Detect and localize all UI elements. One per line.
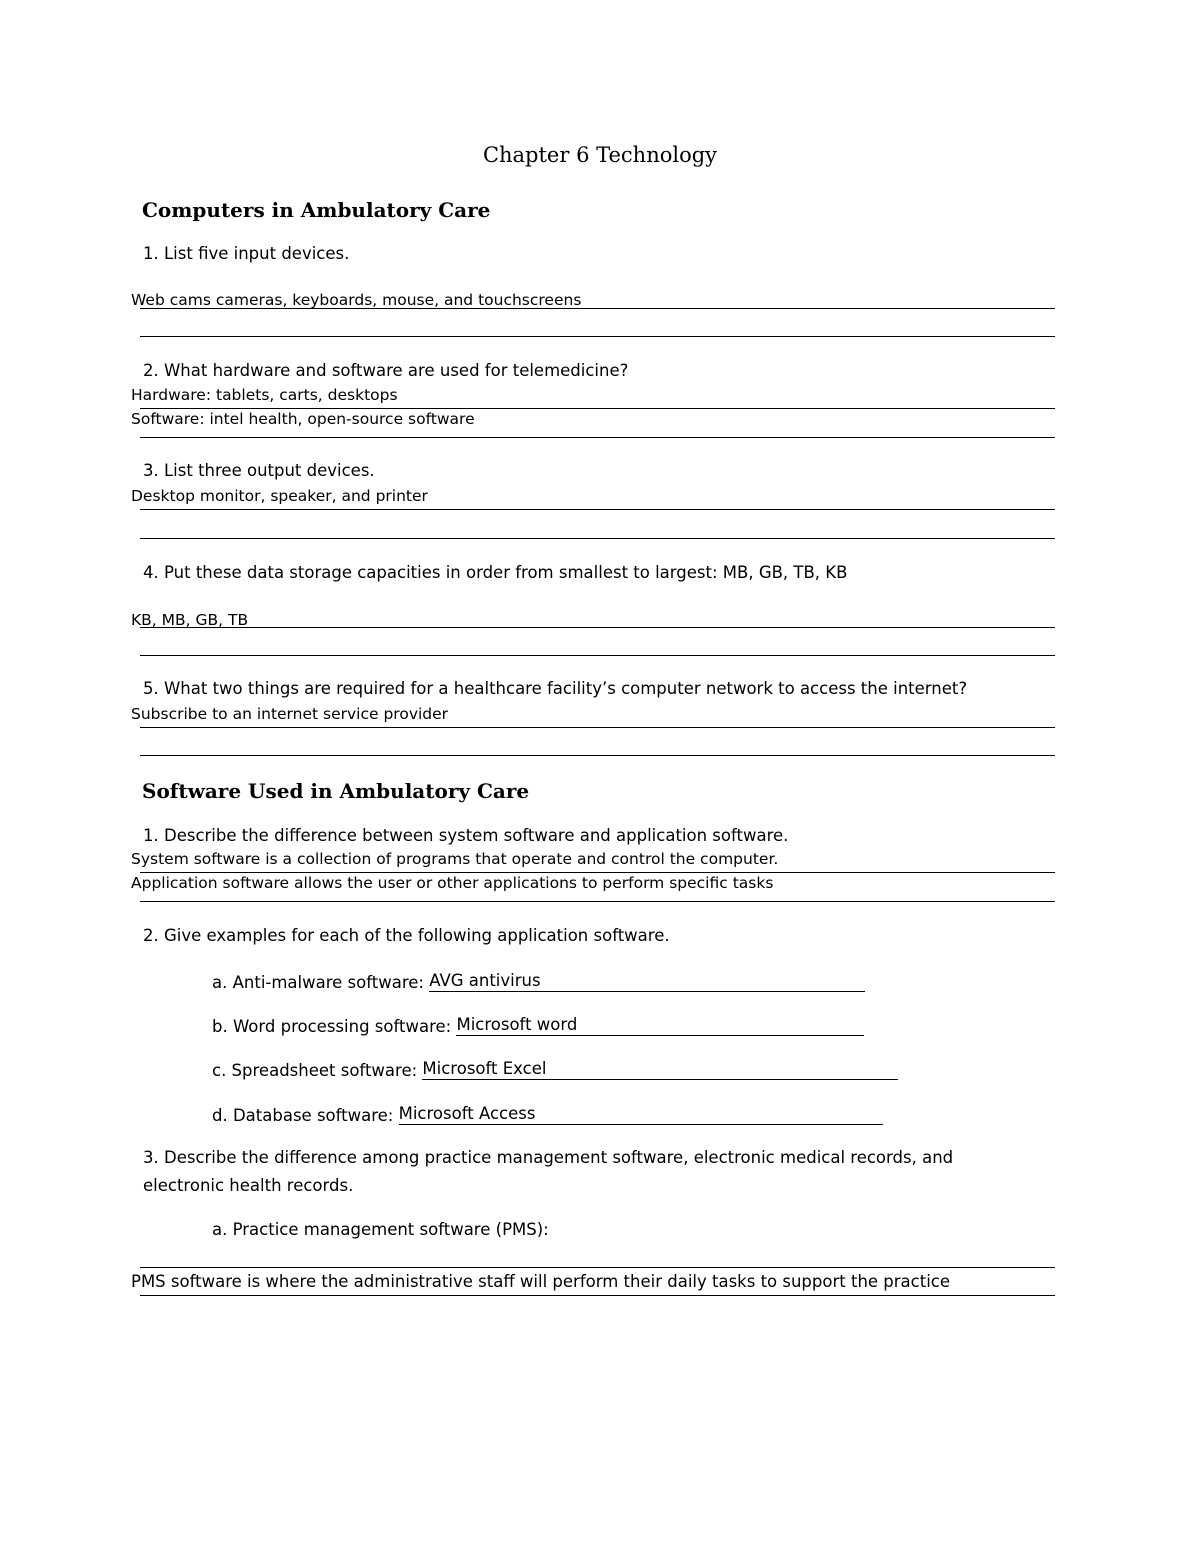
answer-line <box>140 872 1055 873</box>
section-heading-computers: Computers in Ambulatory Care <box>142 198 491 222</box>
example-database <box>212 1104 883 1125</box>
example-anti-malware <box>212 971 865 992</box>
answer-line <box>140 1295 1055 1296</box>
sub-question-pms: a. Practice management software (PMS): <box>212 1220 549 1239</box>
answer-telemedicine-hardware: Hardware: tablets, carts, desktops <box>131 386 398 404</box>
example-spreadsheet <box>212 1059 898 1080</box>
question-input-devices: 1. List five input devices. <box>143 244 350 263</box>
answer-line <box>140 727 1055 728</box>
example-answer: AVG antivirus <box>429 971 865 992</box>
answer-line <box>140 655 1055 656</box>
answer-input-devices: Web cams cameras, keyboards, mouse, and touchscreens <box>131 291 582 309</box>
example-answer: Microsoft Excel <box>422 1059 898 1080</box>
section-heading-software: Software Used in Ambulatory Care <box>142 779 530 803</box>
example-answer: Microsoft Access <box>399 1104 883 1125</box>
question-system-vs-application: 1. Describe the difference between system software and application software. <box>143 826 789 845</box>
answer-line <box>140 437 1055 438</box>
answer-line <box>140 901 1055 902</box>
question-pms-emr-ehr-cont: electronic health records. <box>143 1176 354 1195</box>
answer-output-devices: Desktop monitor, speaker, and printer <box>131 487 428 505</box>
example-label: c. Spreadsheet software: <box>212 1061 423 1080</box>
answer-line <box>140 308 1055 309</box>
example-word-processing <box>212 1015 864 1036</box>
answer-line <box>140 627 1055 628</box>
answer-storage-capacities: KB, MB, GB, TB <box>131 611 249 629</box>
answer-system-software: System software is a collection of programs that operate and control the computer. <box>131 850 779 868</box>
example-label: b. Word processing software: <box>212 1017 457 1036</box>
answer-telemedicine-software: Software: intel health, open-source software <box>131 410 475 428</box>
answer-line <box>140 336 1055 337</box>
question-pms-emr-ehr: 3. Describe the difference among practice management software, electronic medical records, and <box>143 1148 954 1167</box>
example-answer: Microsoft word <box>456 1015 864 1036</box>
answer-pms: PMS software is where the administrative staff will perform their daily tasks to support the practice <box>131 1272 951 1291</box>
example-label: d. Database software: <box>212 1106 399 1125</box>
question-network-internet: 5. What two things are required for a healthcare facility’s computer network to access the internet? <box>143 679 968 698</box>
answer-line <box>140 755 1055 756</box>
question-application-examples: 2. Give examples for each of the following application software. <box>143 926 670 945</box>
answer-line <box>140 1267 1055 1268</box>
question-output-devices: 3. List three output devices. <box>143 461 375 480</box>
answer-application-software: Application software allows the user or other applications to perform specific tasks <box>131 874 774 892</box>
page-title: Chapter 6 Technology <box>482 143 718 167</box>
answer-line <box>140 408 1055 409</box>
answer-network-internet: Subscribe to an internet service provider <box>131 705 449 723</box>
answer-line <box>140 538 1055 539</box>
example-label: a. Anti-malware software: <box>212 973 430 992</box>
question-telemedicine: 2. What hardware and software are used for telemedicine? <box>143 361 629 380</box>
answer-line <box>140 509 1055 510</box>
question-storage-capacities: 4. Put these data storage capacities in order from smallest to largest: MB, GB, TB, KB <box>143 563 848 582</box>
